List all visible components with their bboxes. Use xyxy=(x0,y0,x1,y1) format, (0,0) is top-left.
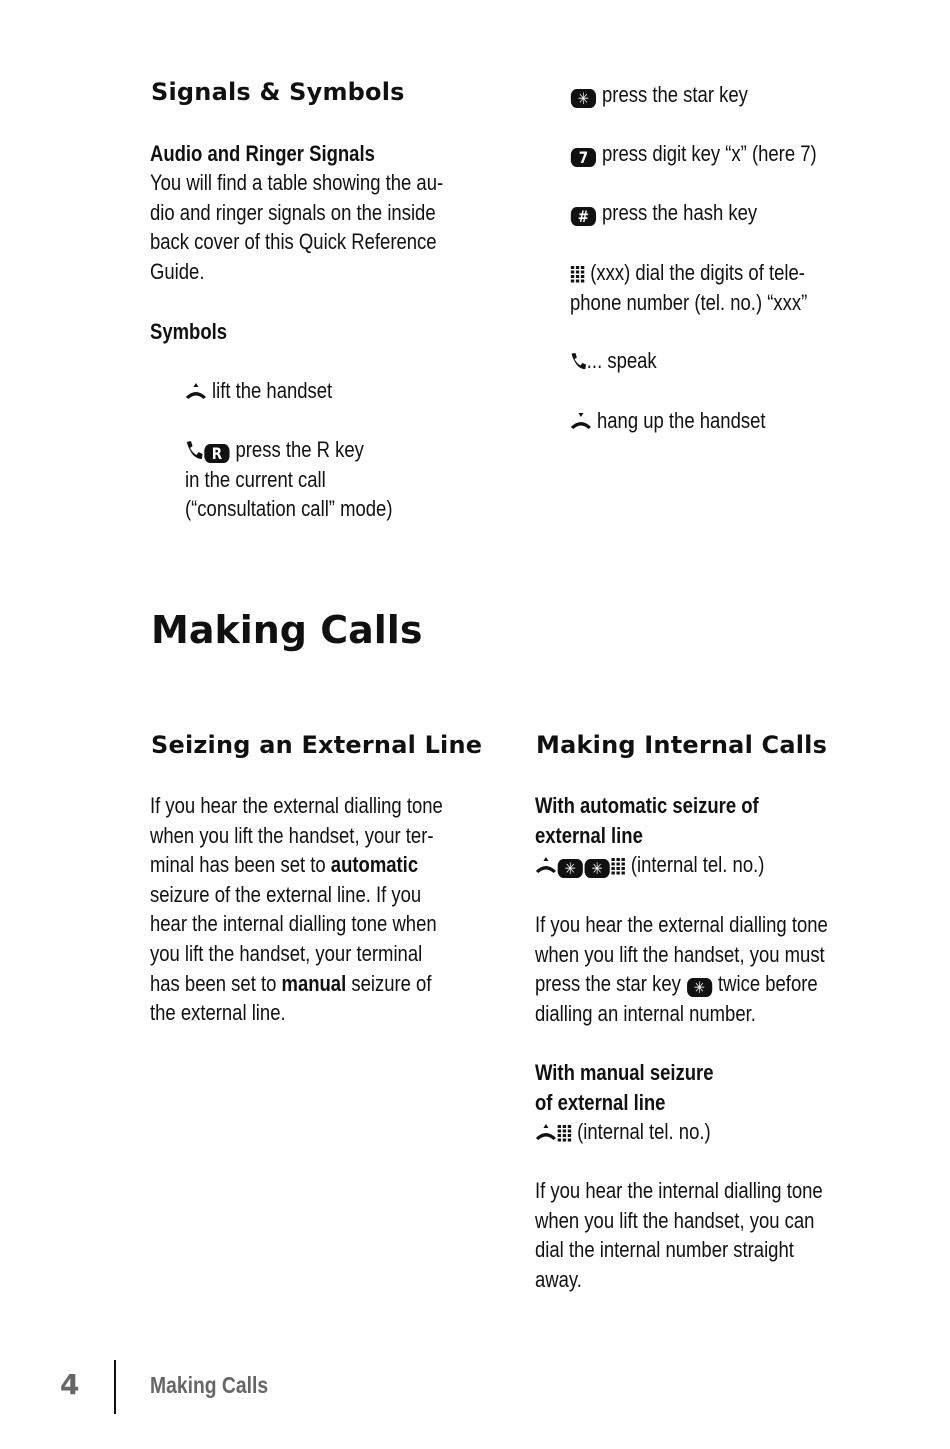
signals-title: Signals & Symbols xyxy=(151,78,405,106)
paragraph-line: away. xyxy=(535,1266,582,1292)
paragraph-line: dial the internal number straight xyxy=(535,1237,794,1263)
paragraph-line: If you hear the external dialling tone xyxy=(535,912,828,937)
audio-line: back cover of this Quick Reference xyxy=(150,229,437,255)
keypad-icon xyxy=(611,857,626,875)
footer-divider xyxy=(114,1360,116,1414)
star-key-icon: ✳ xyxy=(571,89,596,108)
symbol-speak-row xyxy=(570,346,657,376)
hangup-text: hang up the handset xyxy=(596,408,766,433)
symbol-hash-row xyxy=(570,198,757,228)
hash-key-icon: # xyxy=(571,207,596,226)
audio-line: Guide. xyxy=(150,258,205,284)
speak-text: ... speak xyxy=(586,348,657,373)
symbol-star-row xyxy=(570,80,748,110)
keypad-icon xyxy=(557,1124,572,1142)
page-number: 4 xyxy=(60,1368,80,1401)
paragraph-line: when you lift the handset, you can xyxy=(535,1207,815,1233)
internal-number-text: (internal tel. no.) xyxy=(577,1119,711,1145)
manual-emphasis: manual xyxy=(281,970,347,996)
audio-line: You will find a table showing the au- xyxy=(150,170,444,195)
automatic-seizure-block xyxy=(535,791,764,880)
automatic-sequence xyxy=(535,850,764,880)
paragraph-line: seizure of the external line. If you xyxy=(150,881,422,907)
lift-text: lift the handset xyxy=(211,378,333,403)
rkey-line: in the current call xyxy=(185,466,326,492)
lift-handset-icon xyxy=(185,381,207,401)
paragraph-line: If you hear the internal dialling tone xyxy=(535,1178,823,1203)
dial-line: (xxx) dial the digits of tele- xyxy=(590,260,805,285)
paragraph-line: dialling an internal number. xyxy=(535,1000,756,1026)
audio-paragraph xyxy=(150,168,443,286)
hang-up-handset-icon xyxy=(570,411,592,431)
manual-heading: of external line xyxy=(535,1089,666,1115)
paragraph-line: hear the internal dialling tone when xyxy=(150,911,437,937)
symbol-rkey-block xyxy=(185,435,392,524)
paragraph-line: when you lift the handset, your ter- xyxy=(150,822,434,848)
star-text: press the star key xyxy=(602,82,748,107)
manual-heading: With manual seizure xyxy=(535,1060,714,1085)
manual-paragraph xyxy=(535,1176,823,1294)
paragraph-line: you lift the handset, your terminal xyxy=(150,940,423,966)
hash-text: press the hash key xyxy=(602,200,758,225)
paragraph-line: If you hear the external dialling tone xyxy=(150,793,443,818)
symbol-lift-row xyxy=(185,376,332,406)
star-key-icon: ✳ xyxy=(558,859,583,878)
footer-section-label: Making Calls xyxy=(150,1372,269,1398)
paragraph-line: when you lift the handset, you must xyxy=(535,941,825,967)
automatic-heading: With automatic seizure of xyxy=(535,793,759,818)
digit-text: press digit key “x” (here 7) xyxy=(602,141,817,166)
digit-seven-key-icon: 7 xyxy=(571,148,596,167)
manual-sequence xyxy=(535,1117,714,1147)
internal-calls-title: Making Internal Calls xyxy=(536,731,828,759)
symbols-heading: Symbols xyxy=(150,319,228,344)
symbol-hangup-row xyxy=(570,406,766,436)
phone-receiver-icon xyxy=(570,351,587,371)
audio-heading: Audio and Ringer Signals xyxy=(150,141,375,166)
paragraph-line: press the star key ✳ twice before xyxy=(535,971,818,998)
paragraph-line: minal has been set to automatic xyxy=(150,852,419,878)
external-line-title: Seizing an External Line xyxy=(151,731,483,759)
automatic-heading: external line xyxy=(535,822,643,848)
star-key-icon: ✳ xyxy=(687,978,712,997)
paragraph-line: the external line. xyxy=(150,1000,286,1026)
rkey-line: (“consultation call” mode) xyxy=(185,496,393,522)
phone-receiver-icon xyxy=(185,440,203,460)
making-calls-title: Making Calls xyxy=(151,608,423,652)
lift-handset-icon xyxy=(535,1122,557,1142)
star-key-icon: ✳ xyxy=(585,859,610,878)
automatic-emphasis: automatic xyxy=(330,852,419,878)
manual-seizure-block xyxy=(535,1058,714,1147)
external-line-paragraph xyxy=(150,791,443,1028)
rkey-line: press the R key xyxy=(235,437,364,462)
audio-line: dio and ringer signals on the inside xyxy=(150,199,436,225)
automatic-paragraph xyxy=(535,910,828,1028)
dial-line: phone number (tel. no.) “xxx” xyxy=(570,289,808,315)
symbol-digit-row xyxy=(570,139,817,169)
keypad-icon xyxy=(570,265,585,283)
paragraph-line: has been set to manual seizure of xyxy=(150,970,432,996)
lift-handset-icon xyxy=(535,855,557,875)
symbol-dial-block xyxy=(570,258,807,317)
r-key-icon: R xyxy=(204,444,229,463)
internal-number-text: (internal tel. no.) xyxy=(630,852,765,878)
